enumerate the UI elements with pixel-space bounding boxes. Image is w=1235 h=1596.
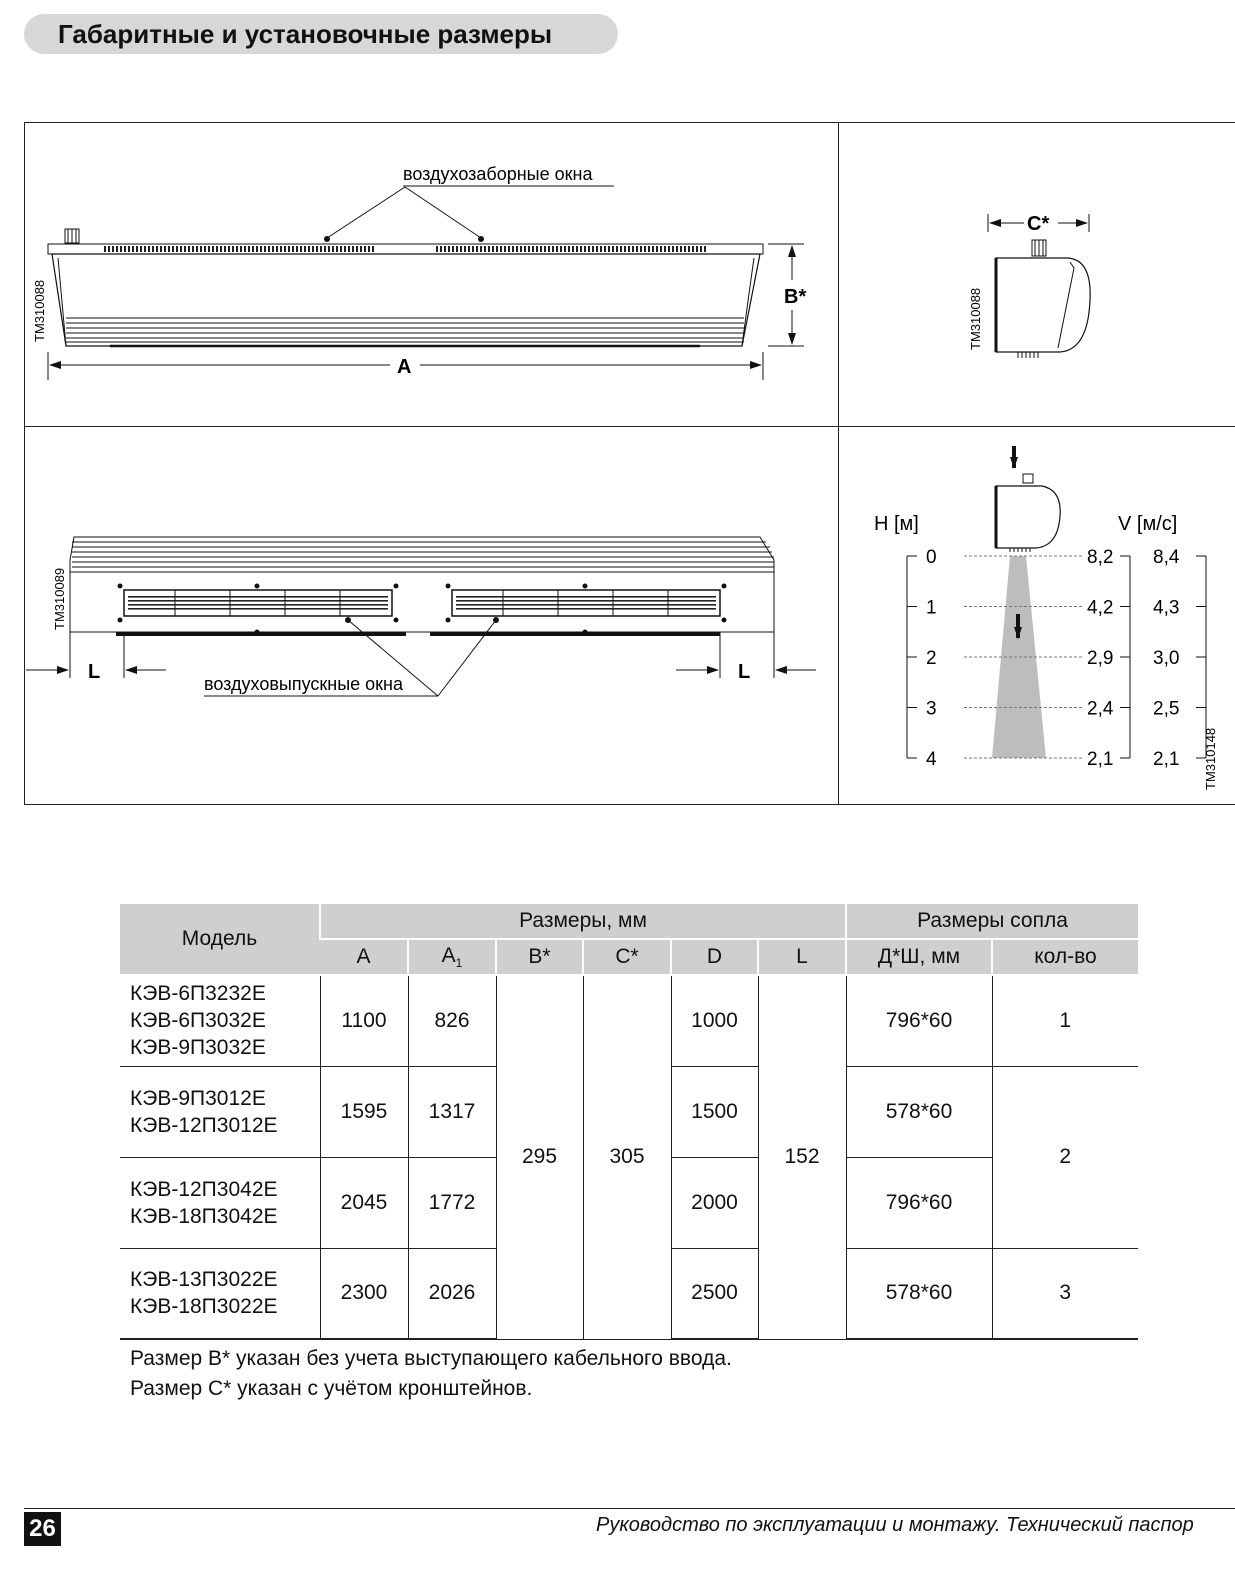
cell-a1: 826: [408, 975, 496, 1066]
dimensions-table: [120, 904, 1138, 1340]
velocity-value: 4,2: [1087, 597, 1114, 619]
dimension-a-label: A: [397, 356, 412, 378]
velocity-axis-label: V [м/с]: [1118, 513, 1178, 535]
footer-divider: [24, 1508, 1235, 1509]
model-name: КЭВ-12П3042Е: [130, 1177, 278, 1201]
velocity-value: 8,2: [1087, 547, 1114, 568]
model-name: КЭВ-18П3042Е: [130, 1204, 278, 1228]
model-cell: [120, 1248, 320, 1339]
velocity-value: 2,9: [1087, 648, 1114, 669]
cell-a: 1595: [320, 1066, 408, 1157]
airflow-diagram: [874, 446, 1218, 790]
cell-a1: 1772: [408, 1157, 496, 1248]
height-value: 4: [926, 749, 937, 770]
section-title: Габаритные и установочные размеры: [24, 14, 618, 54]
model-name: КЭВ-6П3232Е: [130, 982, 266, 1006]
cell-c-shared: 305: [583, 975, 671, 1339]
velocity-value: 2,4: [1087, 698, 1114, 720]
model-name: КЭВ-13П3022Е: [130, 1268, 278, 1292]
table-header-row: [120, 904, 1138, 939]
height-value: 3: [926, 698, 937, 720]
cell-a1: 2026: [408, 1248, 496, 1339]
header-b: B*: [496, 939, 583, 975]
drawing-code-airflow: TM310148: [1203, 727, 1218, 790]
model-name: КЭВ-6П3032Е: [130, 1009, 266, 1033]
note: Размер В* указан без учета выступающего кабельного ввода.: [130, 1347, 732, 1370]
cell-d: 1000: [671, 975, 758, 1066]
header-nozzle-size: Д*Ш, мм: [846, 939, 992, 975]
bottom-view-drawing: [26, 537, 816, 696]
header-a: A: [320, 939, 408, 975]
page-number: 26: [24, 1512, 61, 1546]
cell-nozzle: 578*60: [846, 1248, 992, 1339]
header-nozzle-group: Размеры сопла: [846, 904, 1138, 939]
header-model: Модель: [120, 904, 320, 975]
model-name: КЭВ-18П3022Е: [130, 1295, 278, 1319]
header-nozzle-count: кол-во: [992, 939, 1138, 975]
header-a1-subscript: 1: [455, 956, 463, 971]
height-value: 1: [926, 597, 937, 619]
header-a1: [408, 939, 496, 975]
cell-d: 2000: [671, 1157, 758, 1248]
cell-nozzle: 796*60: [846, 1157, 992, 1248]
velocity-value: 4,3: [1153, 597, 1180, 619]
drawing-code-bottom: TM310089: [52, 567, 67, 630]
cell-d: 1500: [671, 1066, 758, 1157]
side-view-drawing: [968, 213, 1090, 358]
cell-count: 3: [992, 1248, 1138, 1339]
model-cell: [120, 975, 320, 1066]
velocity-value: 2,1: [1153, 749, 1180, 770]
model-name: КЭВ-9П3032Е: [130, 1036, 266, 1060]
header-dimensions-group: Размеры, мм: [320, 904, 846, 939]
airflow-rows: [907, 547, 1206, 770]
model-cell: [120, 1066, 320, 1157]
model-name: КЭВ-9П3012Е: [130, 1086, 266, 1110]
model-cell: [120, 1157, 320, 1248]
dimension-b-label: B*: [784, 286, 807, 308]
height-value: 2: [926, 648, 937, 669]
cell-d: 2500: [671, 1248, 758, 1339]
cell-count-shared: 2: [992, 1066, 1138, 1248]
outlet-windows-label: воздуховыпускные окна: [204, 674, 403, 694]
drawing-code-front: TM310088: [32, 279, 47, 342]
cell-b-shared: 295: [496, 975, 583, 1339]
cell-count: 1: [992, 975, 1138, 1066]
height-value: 0: [926, 547, 937, 568]
footer-text: Руководство по эксплуатации и монтажу. Технический паспор: [596, 1514, 1194, 1536]
model-name: КЭВ-12П3012Е: [130, 1113, 278, 1137]
velocity-value: 3,0: [1153, 648, 1180, 669]
velocity-value: 8,4: [1153, 547, 1180, 568]
front-view-drawing: [32, 164, 806, 380]
header-d: D: [671, 939, 758, 975]
header-c: C*: [583, 939, 671, 975]
cell-a: 1100: [320, 975, 408, 1066]
header-l: L: [758, 939, 846, 975]
cell-a1: 1317: [408, 1066, 496, 1157]
table-notes: [130, 1344, 732, 1404]
cell-a: 2045: [320, 1157, 408, 1248]
table-row: [120, 975, 1138, 1066]
cell-a: 2300: [320, 1248, 408, 1339]
dimension-l-right-label: L: [738, 661, 751, 683]
intake-windows-label: воздухозаборные окна: [403, 164, 593, 184]
height-axis-label: H [м]: [874, 513, 919, 535]
cell-nozzle: 578*60: [846, 1066, 992, 1157]
velocity-value: 2,5: [1153, 698, 1180, 720]
velocity-value: 2,1: [1087, 749, 1114, 770]
cell-nozzle: 796*60: [846, 975, 992, 1066]
dimension-l-left-label: L: [88, 661, 101, 683]
header-a1-base: A: [441, 943, 456, 967]
note: Размер С* указан с учётом кронштейнов.: [130, 1377, 533, 1400]
drawing-code-side: TM310088: [968, 287, 983, 350]
dimension-c-label: C*: [1027, 213, 1050, 235]
cell-l-shared: 152: [758, 975, 846, 1339]
